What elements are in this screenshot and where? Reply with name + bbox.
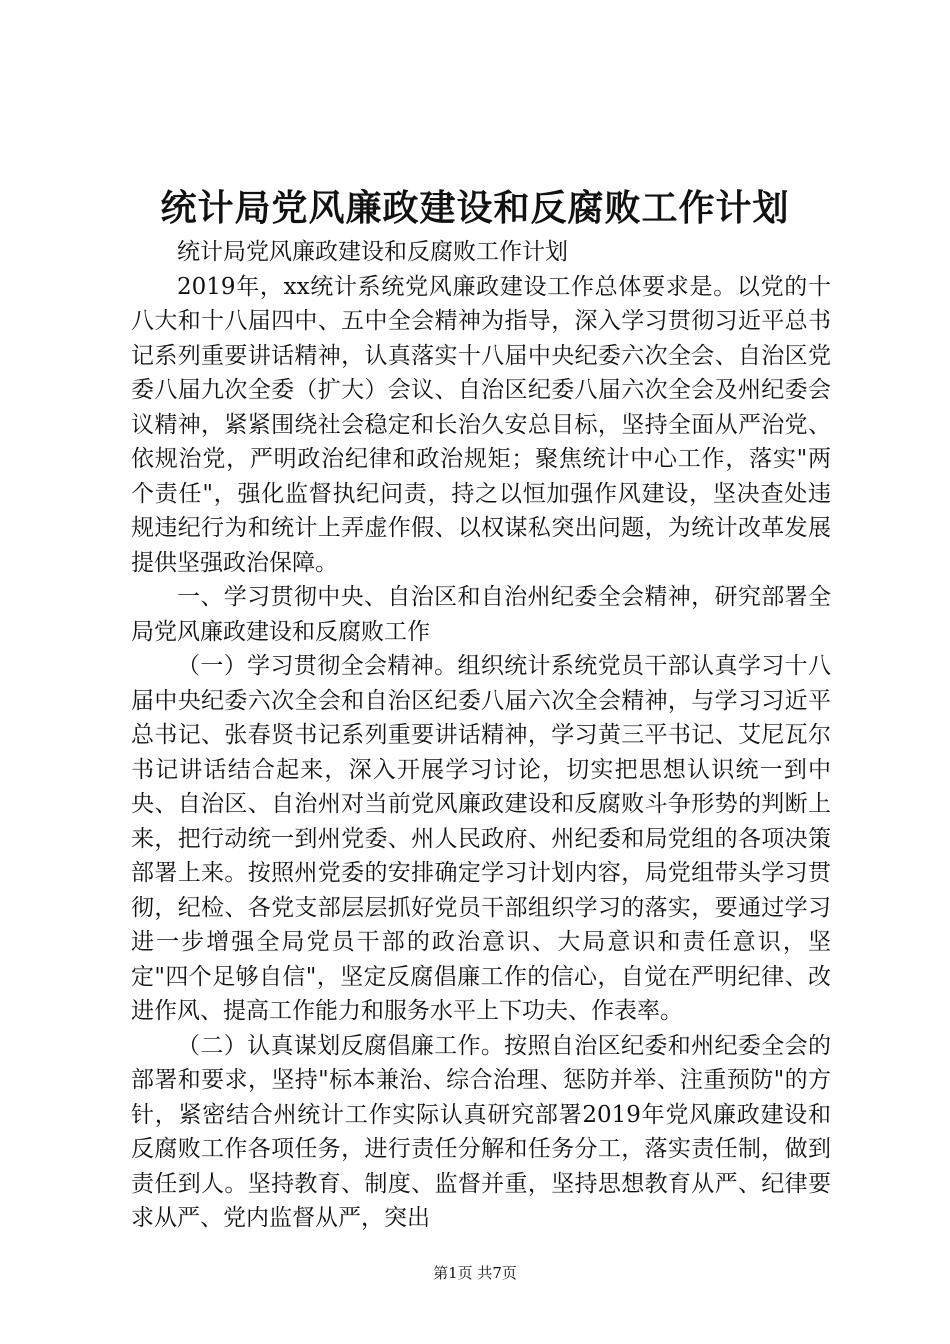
paragraph-overview: 2019年，xx统计系统党风廉政建设工作总体要求是。以党的十八大和十八届四中、五中全会精神为指导，深入学习贯彻习近平总书记系列重要讲话精神，认真落实十八届中央纪委六次全会、自治区党委八届九次全委（扩大）会议、自治区纪委八届六次全会及州纪委会议精神，紧紧围绕社会稳定和长治久安总目标，坚持全面从严治党、依规治党，严明政治纪律和政治规矩；聚焦统计中心工作，落实"两个责任"，强化监督执纪问责，持之以恒加强作风建设，坚决查处违规违纪行为和统计上弄虚作假、以权谋私突出问题，为统计改革发展提供坚强政治保障。 (131, 273, 831, 576)
paragraph-planning: （二）认真谋划反腐倡廉工作。按照自治区纪委和州纪委全会的部署和要求，坚持"标本兼治、综合治理、惩防并举、注重预防"的方针，紧密结合州统计工作实际认真研究部署2019年党风廉政建设和反腐败工作各项任务，进行责任分解和任务分工，落实责任制，做到责任到人。坚持教育、制度、监督并重，坚持思想教育从严、纪律要求从严、党内监督从严，突出 (131, 1032, 831, 1231)
page-footer: 第1页 共7页 (433, 1264, 517, 1282)
document-title: 统计局党风廉政建设和反腐败工作计划 (160, 187, 790, 229)
paragraph-subtitle: 统计局党风廉政建设和反腐败工作计划 (177, 239, 568, 265)
paragraph-study: （一）学习贯彻全会精神。组织统计系统党员干部认真学习十八届中央纪委六次全会和自治区纪委八届六次全会精神，与学习习近平总书记、张春贤书记系列重要讲话精神，学习黄三平书记、艾尼瓦尔书记讲话结合起来，深入开展学习讨论，切实把思想认识统一到中央、自治区、自治州对当前党风廉政建设和反腐败斗争形势的判断上来，把行动统一到州党委、州人民政府、州纪委和局党组的各项决策部署上来。按照州党委的安排确定学习计划内容，局党组带头学习贯彻，纪检、各党支部层层抓好党员干部组织学习的落实，要通过学习进一步增强全局党员干部的政治意识、大局意识和责任意识，坚定"四个足够自信"，坚定反腐倡廉工作的信心，自觉在严明纪律、改进作风、提高工作能力和服务水平上下功夫、作表率。 (131, 653, 831, 1024)
section-heading-1: 一、学习贯彻中央、自治区和自治州纪委全会精神，研究部署全局党风廉政建设和反腐败工作 (131, 584, 831, 645)
document-body (131, 235, 831, 1236)
